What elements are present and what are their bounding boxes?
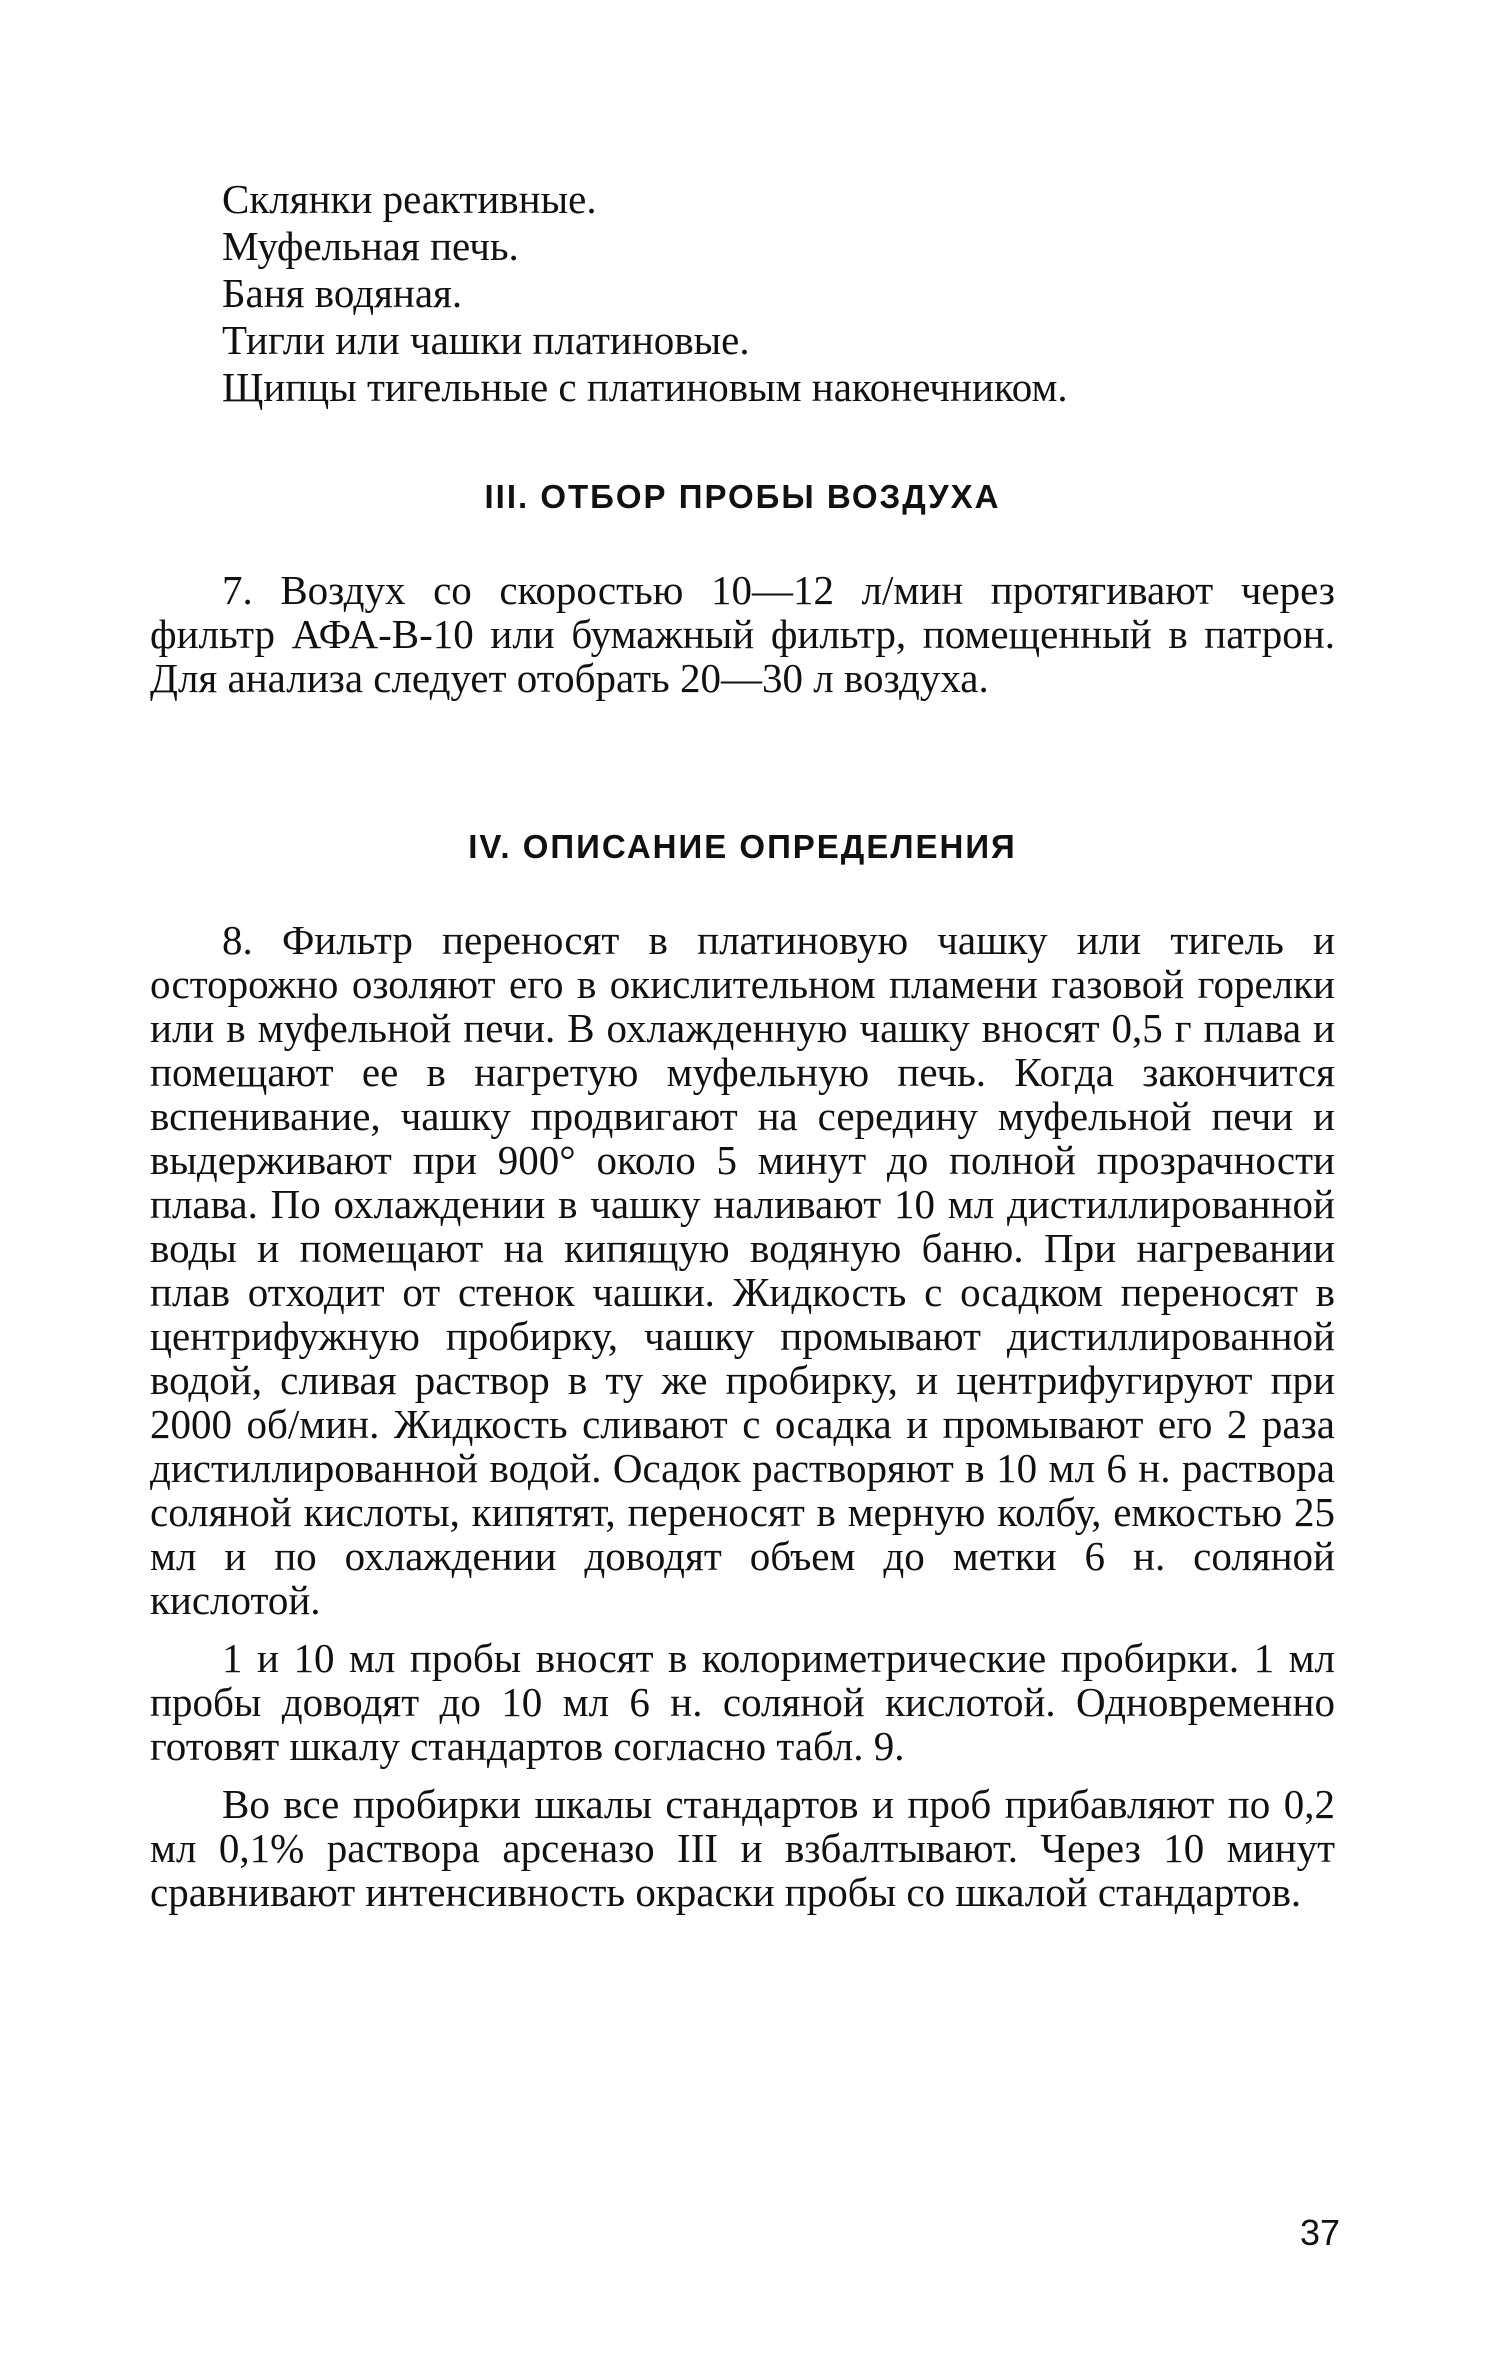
paragraph: Во все пробирки шкалы стандартов и проб прибавляют по 0,2 мл 0,1% раствора арсеназо III и взбалтывают. Через 10 минут сравнивают интенсивность окраски пробы со шкалой стандартов. bbox=[150, 1781, 1335, 1915]
page-number: 37 bbox=[1299, 2212, 1340, 2253]
section-sampling-body bbox=[150, 568, 1335, 714]
equipment-list bbox=[222, 176, 1342, 411]
equipment-item: Щипцы тигельные с платиновым наконечником. bbox=[222, 364, 1068, 410]
equipment-item: Склянки реактивные. bbox=[222, 176, 597, 222]
equipment-item: Тигли или чашки платиновые. bbox=[222, 317, 750, 363]
paragraph: 1 и 10 мл пробы вносят в колориметрические пробирки. 1 мл пробы доводят до 10 мл 6 н. соляной кислотой. Одновременно готовят шкалу стандартов согласно табл. 9. bbox=[150, 1635, 1335, 1769]
equipment-item: Баня водяная. bbox=[222, 270, 463, 316]
paragraph: 7. Воздух со скоростью 10—12 л/мин протягивают через фильтр АФА-В-10 или бумажный фильтр, помещенный в патрон. Для анализа следует отобрать 20—30 л воздуха. bbox=[150, 567, 1335, 701]
section-heading-procedure: IV. ОПИСАНИЕ ОПРЕДЕЛЕНИЯ bbox=[468, 828, 1017, 865]
equipment-item: Муфельная печь. bbox=[222, 223, 519, 269]
paragraph: 8. Фильтр переносят в платиновую чашку или тигель и осторожно озоляют его в окислительном пламени газовой горелки или в муфельной печи. В охлажденную чашку вносят 0,5 г плава и помещают ее в нагретую муфельную печь. Когда закончится вспенивание, чашку продвигают на середину муфельной печи и выдерживают при 900° около 5 минут до полной прозрачности плава. По охлаждении в чашку наливают 10 мл дистиллированной воды и помещают на кипящую водяную баню. При нагревании плав отходит от стенок чашки. Жидкость с осадком переносят в центрифужную пробирку, чашку промывают дистиллированной водой, сливая раствор в ту же пробирку, и центрифугируют при 2000 об/мин. Жидкость сливают с осадка и промывают его 2 раза дистиллированной водой. Осадок растворяют в 10 мл 6 н. раствора соляной кислоты, кипятят, переносят в мерную колбу, емкостью 25 мл и по охлаждении доводят объем до метки 6 н. соляной кислотой. bbox=[150, 917, 1335, 1623]
section-procedure-body bbox=[150, 918, 1335, 1928]
section-heading-sampling: III. ОТБОР ПРОБЫ ВОЗДУХА bbox=[484, 478, 1001, 515]
